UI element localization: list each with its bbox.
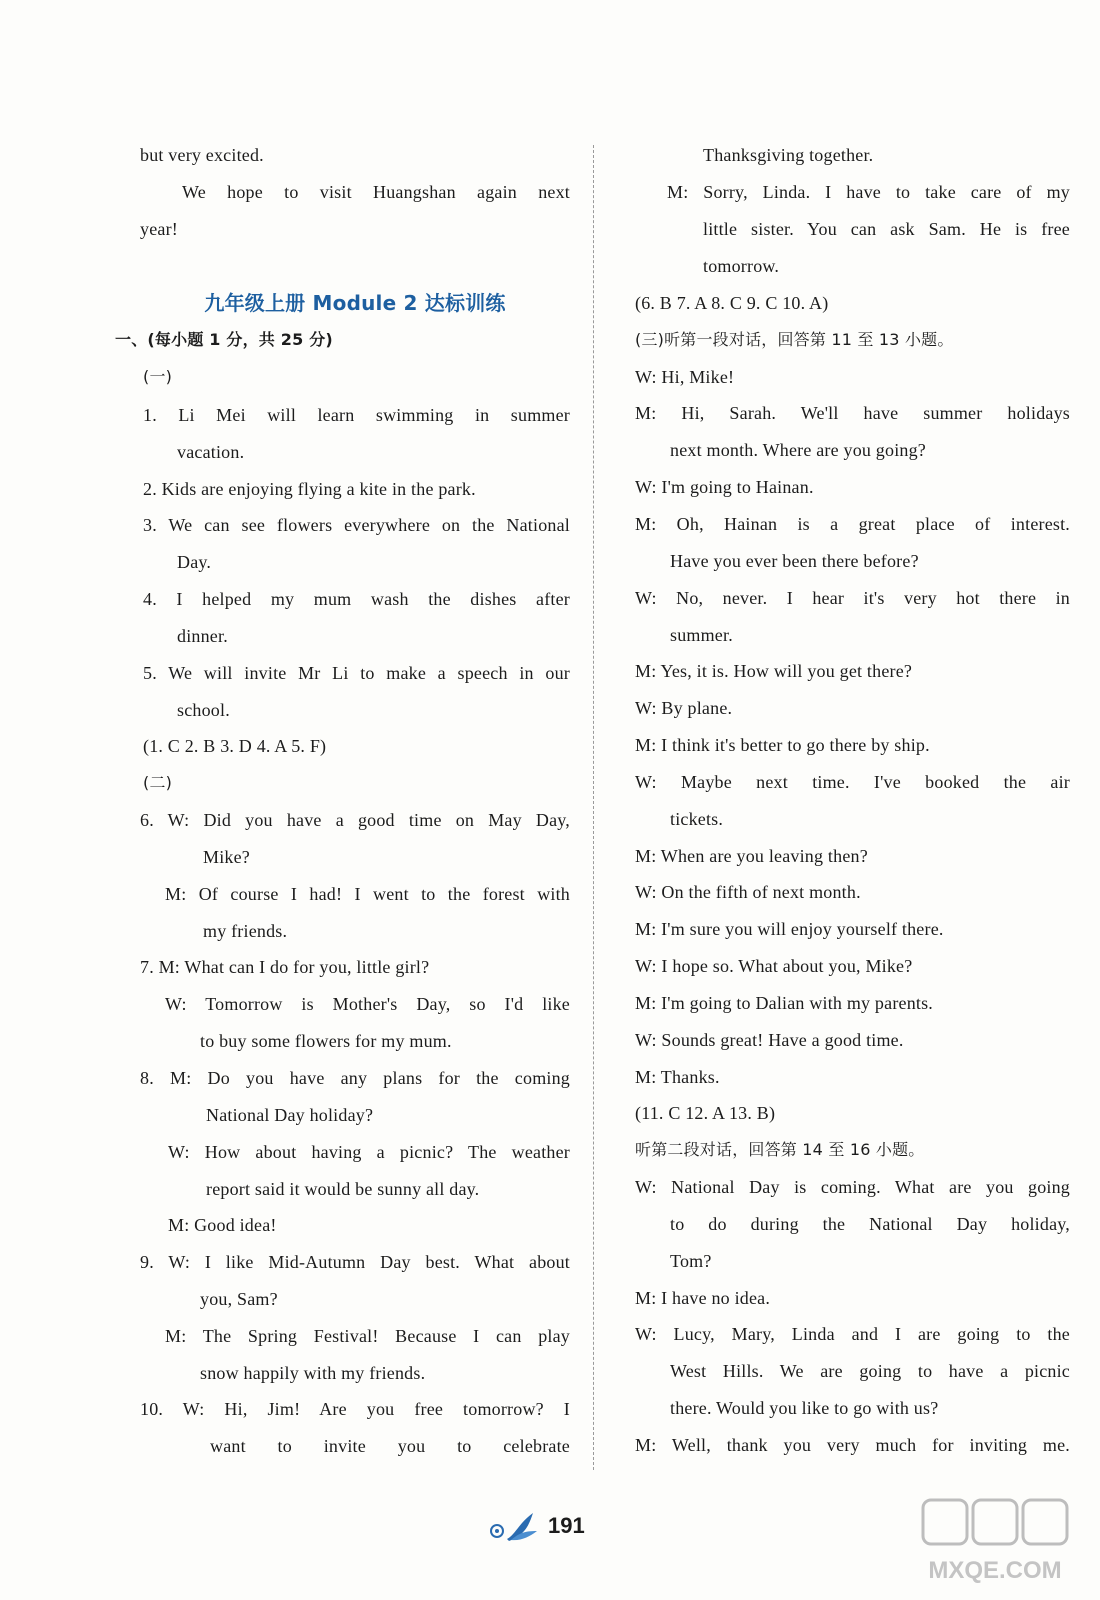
text-line: 5. We will invite Mr Li to make a speech in our (143, 663, 570, 683)
text-line: 一、(每小题 1 分，共 25 分) (115, 330, 333, 349)
text-line: want to invite you to celebrate (210, 1436, 570, 1456)
section-title: 九年级上册 Module 2 达标训练 (204, 291, 506, 315)
text-line: Day. (177, 552, 212, 572)
text-line: We hope to visit Huangshan again next (182, 182, 570, 202)
text-line: summer. (670, 625, 733, 645)
text-line: to do during the National Day holiday, (670, 1214, 1070, 1234)
text-line: 8. M: Do you have any plans for the coming (140, 1068, 570, 1088)
text-line: (三)听第一段对话，回答第 11 至 13 小题。 (635, 330, 954, 349)
text-line: Tom? (670, 1251, 712, 1271)
text-line: 4. I helped my mum wash the dishes after (143, 589, 570, 609)
text-line: M: When are you leaving then? (635, 846, 868, 866)
text-line: W: Lucy, Mary, Linda and I are going to the (635, 1324, 1070, 1344)
text-line: M: Of course I had! I went to the forest with (165, 884, 570, 904)
text-line: (一) (143, 367, 173, 386)
text-line: but very excited. (140, 145, 264, 165)
text-line: M: Oh, Hainan is a great place of interest. (635, 514, 1070, 534)
text-line: M: Yes, it is. How will you get there? (635, 661, 913, 681)
text-line: (6. B 7. A 8. C 9. C 10. A) (635, 293, 829, 313)
text-line: 9. W: I like Mid-Autumn Day best. What about (140, 1252, 570, 1272)
text-line: dinner. (177, 626, 228, 646)
text-line: 7. M: What can I do for you, little girl? (140, 957, 430, 977)
text-line: 3. We can see flowers everywhere on the National (143, 515, 570, 535)
text-line: Have you ever been there before? (670, 551, 919, 571)
text-line: M: I'm sure you will enjoy yourself there. (635, 919, 944, 939)
text-line: W: On the fifth of next month. (635, 882, 861, 902)
text-line: M: I'm going to Dalian with my parents. (635, 993, 934, 1013)
text-line: tickets. (670, 809, 724, 829)
text-line: you, Sam? (200, 1289, 278, 1309)
text-line: National Day holiday? (206, 1105, 374, 1125)
text-line: 1. Li Mei will learn swimming in summer (143, 405, 570, 425)
text-line: W: National Day is coming. What are you going (635, 1177, 1070, 1197)
text-line: (1. C 2. B 3. D 4. A 5. F) (143, 736, 327, 756)
text-line: M: The Spring Festival! Because I can play (165, 1326, 570, 1346)
text-line: (11. C 12. A 13. B) (635, 1103, 776, 1123)
text-line: W: No, never. I hear it's very hot there in (635, 588, 1070, 608)
text-line: M: Good idea! (168, 1215, 277, 1235)
text-line: W: Hi, Mike! (635, 367, 735, 387)
page-number: 191 (548, 1513, 585, 1538)
text-line: M: I have no idea. (635, 1288, 771, 1308)
text-line: tomorrow. (703, 256, 780, 276)
text-line: little sister. You can ask Sam. He is free (703, 219, 1070, 239)
text-line: 听第二段对话，回答第 14 至 16 小题。 (635, 1140, 925, 1159)
text-line: M: I think it's better to go there by ship. (635, 735, 930, 755)
text-line: 6. W: Did you have a good time on May Day, (140, 810, 570, 830)
text-line: West Hills. We are going to have a picnic (670, 1361, 1070, 1381)
text-line: M: Hi, Sarah. We'll have summer holidays (635, 403, 1070, 423)
text-line: vacation. (177, 442, 245, 462)
text-line: W: How about having a picnic? The weather (168, 1142, 570, 1162)
text-line: 10. W: Hi, Jim! Are you free tomorrow? I (140, 1399, 570, 1419)
text-line: year! (140, 219, 178, 239)
watermark-logo-icon (915, 1490, 1075, 1590)
text-line: W: I'm going to Hainan. (635, 477, 814, 497)
text-line: W: Sounds great! Have a good time. (635, 1030, 904, 1050)
text-line: W: By plane. (635, 698, 733, 718)
text-line: W: Tomorrow is Mother's Day, so I'd like (165, 994, 570, 1014)
text-line: 2. Kids are enjoying flying a kite in the park. (143, 479, 476, 499)
text-line: report said it would be sunny all day. (206, 1179, 480, 1199)
text-line: W: Maybe next time. I've booked the air (635, 772, 1070, 792)
text-line: school. (177, 700, 230, 720)
text-line: my friends. (203, 921, 288, 941)
text-line: M: Well, thank you very much for inviting me. (635, 1435, 1070, 1455)
watermark-text: MXQE.COM (928, 1557, 1062, 1584)
text-line: snow happily with my friends. (200, 1363, 426, 1383)
text-line: (二) (143, 773, 173, 792)
text-line: Thanksgiving together. (703, 145, 874, 165)
text-line: there. Would you like to go with us? (670, 1398, 939, 1418)
text-line: M: Thanks. (635, 1067, 720, 1087)
text-line: next month. Where are you going? (670, 440, 926, 460)
text-line: W: I hope so. What about you, Mike? (635, 956, 913, 976)
column-divider (593, 145, 594, 1470)
text-line: to buy some flowers for my mum. (200, 1031, 452, 1051)
text-line: M: Sorry, Linda. I have to take care of my (667, 182, 1070, 202)
text-line: Mike? (203, 847, 250, 867)
leaf-logo-icon (485, 1505, 545, 1545)
